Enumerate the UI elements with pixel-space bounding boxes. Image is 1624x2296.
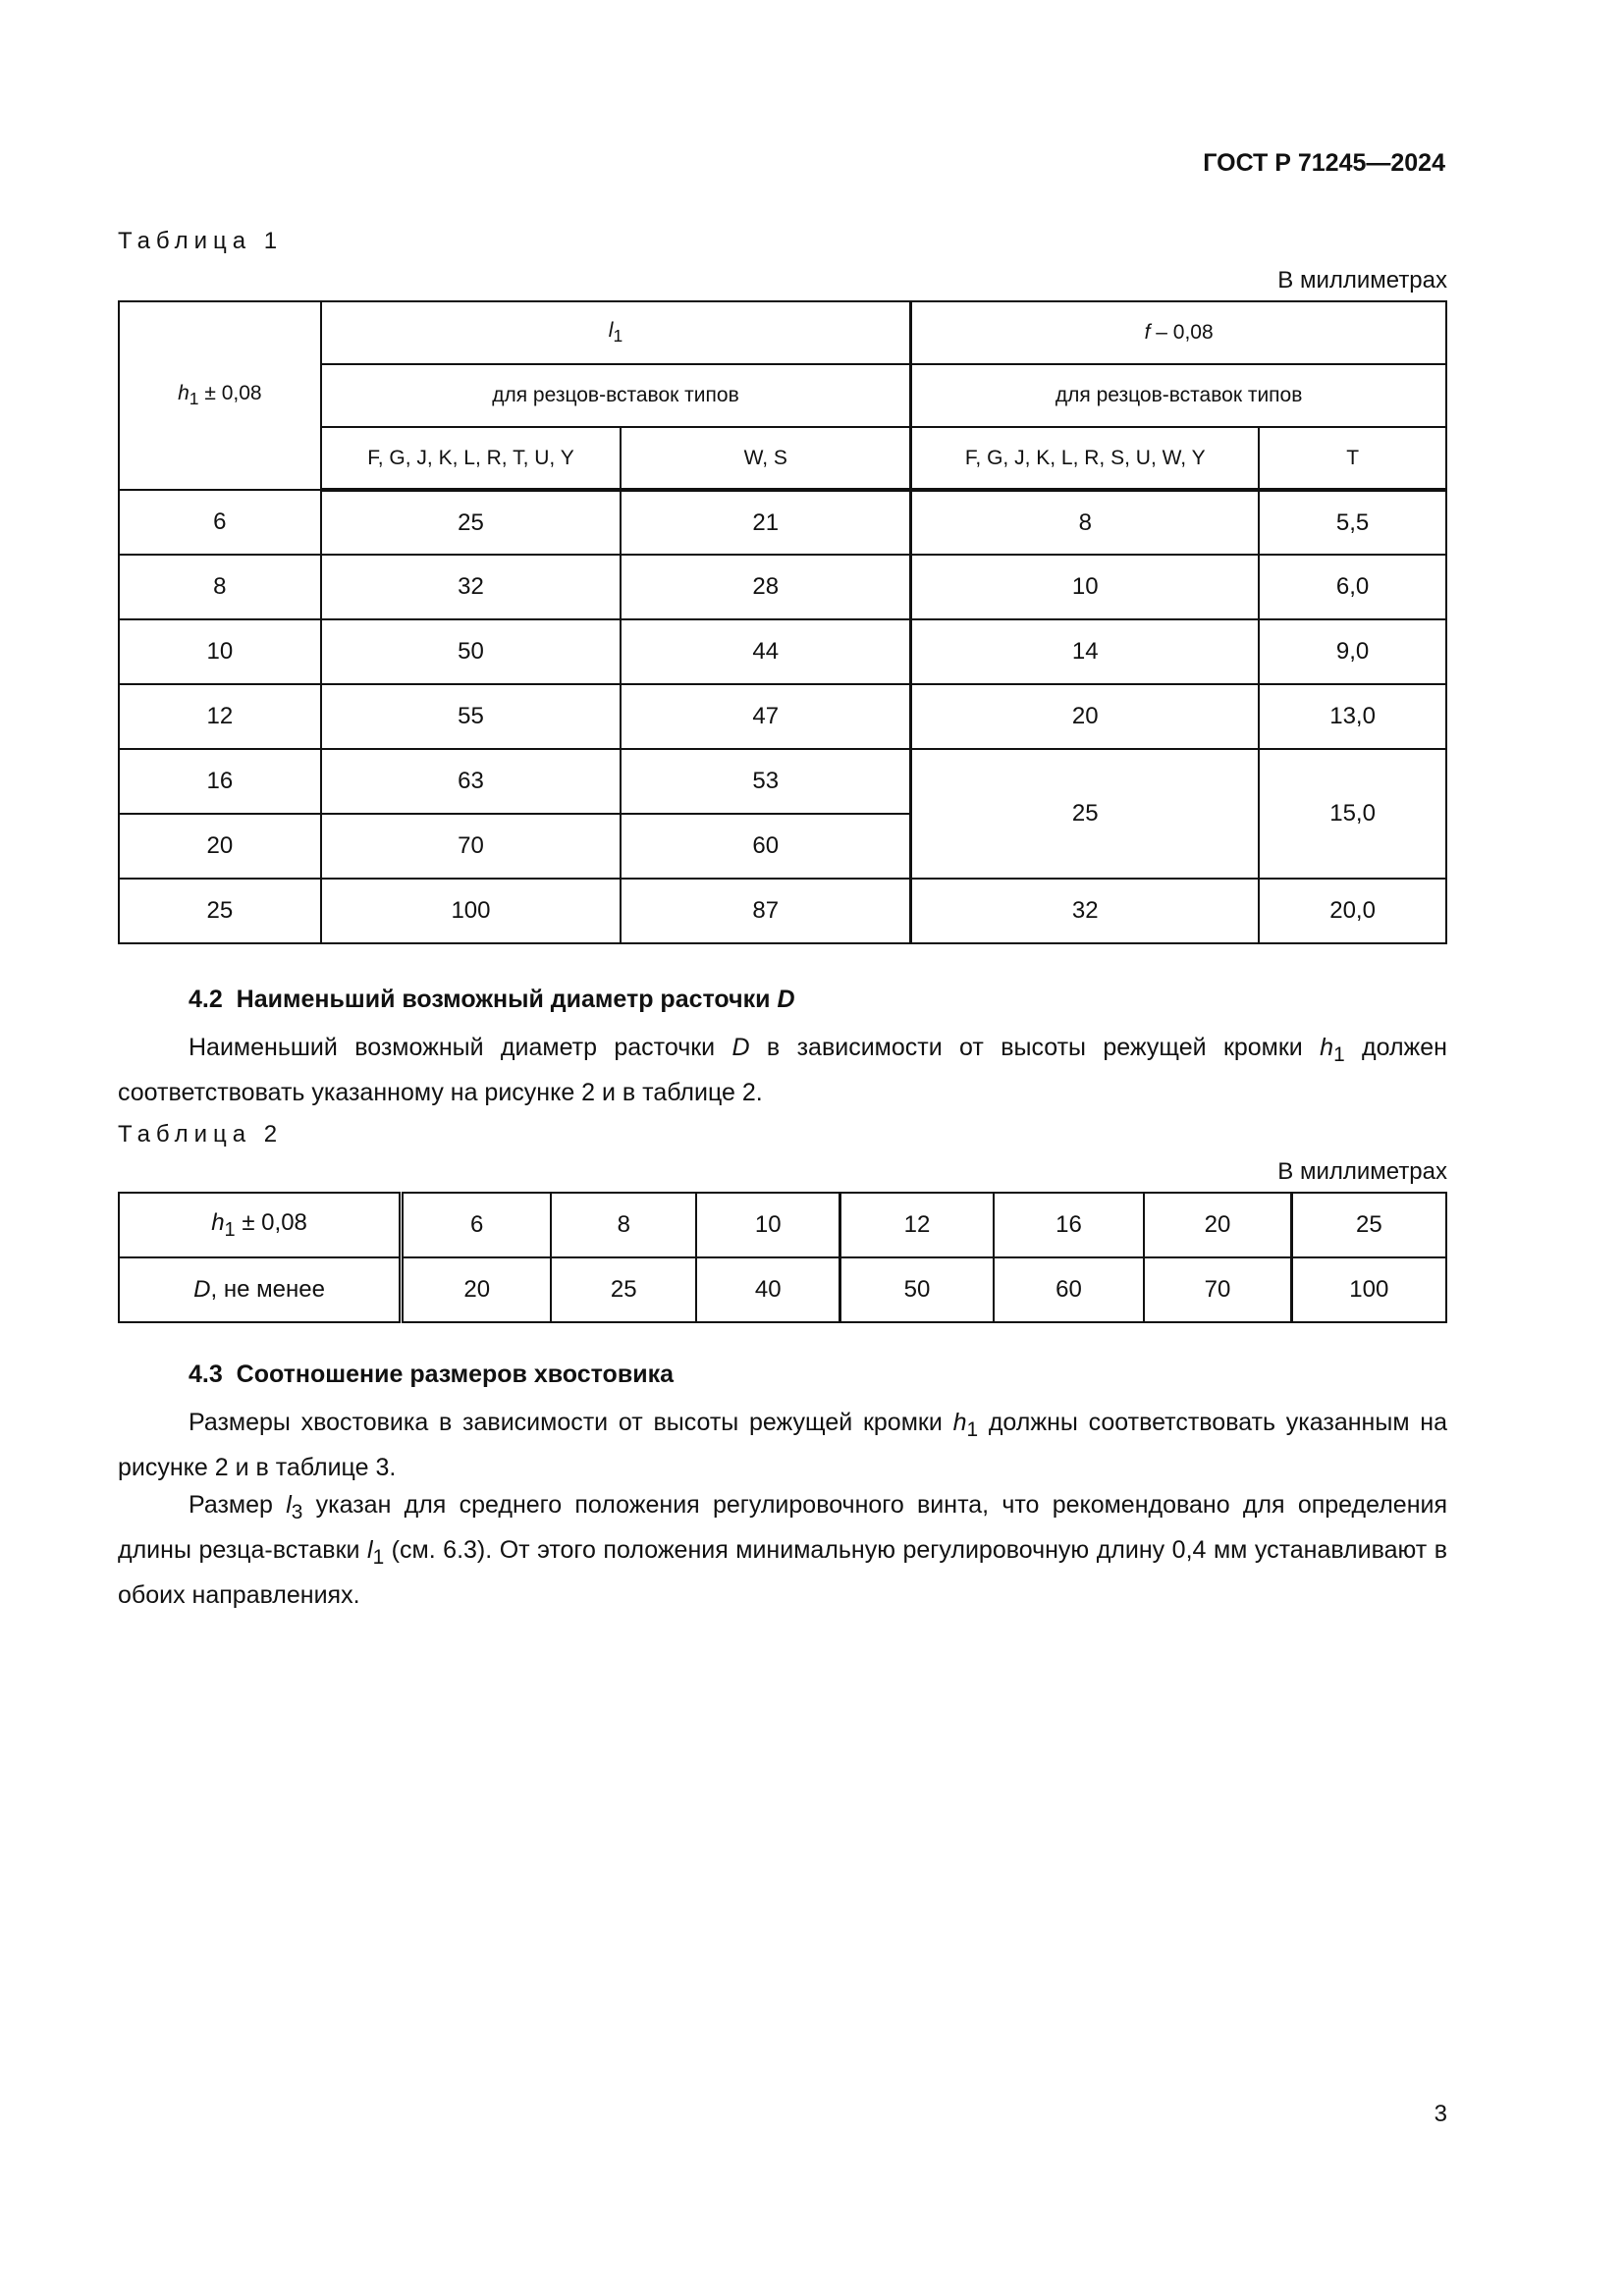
table-cell: 87 <box>621 879 911 943</box>
table-cell: 25 <box>119 879 321 943</box>
page-number: 3 <box>1434 2101 1447 2127</box>
header-f: f – 0,08 <box>911 301 1446 364</box>
table-cell: 16 <box>119 749 321 814</box>
table-cell: 44 <box>621 619 911 684</box>
table-cell: 20 <box>1144 1193 1291 1257</box>
type-header: W, S <box>621 427 911 490</box>
table-cell: 12 <box>119 684 321 749</box>
table-row <box>119 1257 1446 1322</box>
table-2 <box>118 1192 1447 1323</box>
table-cell: 50 <box>840 1257 994 1322</box>
table-cell: 9,0 <box>1259 619 1446 684</box>
table-cell: 20 <box>402 1257 552 1322</box>
table-cell: 14 <box>911 619 1259 684</box>
table1-caption: Таблица 1 <box>118 228 284 254</box>
table-cell: 25 <box>1291 1193 1446 1257</box>
table2-caption: Таблица 2 <box>118 1121 284 1148</box>
section-4-3-paragraph-1: Размеры хвостовика в зависимости от высоты режущей кромки $h_1$ должны соответствовать указанным на рисунке 2 и в таблице 3. <box>118 1409 1447 1481</box>
table-cell: 5,5 <box>1259 490 1446 555</box>
subheader-left: для резцов-вставок типов <box>321 364 911 427</box>
table-cell: 10 <box>696 1193 840 1257</box>
type-header: T <box>1259 427 1446 490</box>
table-cell: 100 <box>321 879 622 943</box>
table-cell: 70 <box>1144 1257 1291 1322</box>
table-cell: 8 <box>551 1193 696 1257</box>
subheader-right: для резцов-вставок типов <box>911 364 1446 427</box>
section-4-3-body <box>118 1404 1447 1614</box>
table-cell: 32 <box>911 879 1259 943</box>
header-l1: $l_1$ <box>321 301 911 364</box>
table-cell: 10 <box>911 555 1259 619</box>
section-4-2-paragraph: Наименьший возможный диаметр расточки D в зависимости от высоты режущей кромки $h_1$ должен соответствовать указанному на рисунке 2 и в таблице 2. <box>118 1034 1447 1106</box>
table-cell: 50 <box>321 619 622 684</box>
table-cell: 28 <box>621 555 911 619</box>
table-row <box>119 1193 1446 1257</box>
table-cell: 6,0 <box>1259 555 1446 619</box>
table-cell: 21 <box>621 490 911 555</box>
table-cell: 10 <box>119 619 321 684</box>
table-cell: 20 <box>119 814 321 879</box>
document-header-id: ГОСТ Р 71245—2024 <box>1203 149 1445 177</box>
table-cell: 20,0 <box>1259 879 1446 943</box>
table-row <box>119 684 1446 749</box>
table-cell: 25 <box>321 490 622 555</box>
table-cell: 25 <box>551 1257 696 1322</box>
table-row <box>119 555 1446 619</box>
table-cell: 12 <box>840 1193 994 1257</box>
header-h1: $h_1 \pm 0,08$ <box>119 301 321 490</box>
section-4-2-title: 4.2 Наименьший возможный диаметр расточки D <box>189 986 795 1013</box>
table-cell: 70 <box>321 814 622 879</box>
table-cell: 13,0 <box>1259 684 1446 749</box>
table-cell: 32 <box>321 555 622 619</box>
table-cell: 40 <box>696 1257 840 1322</box>
table1-units: В миллиметрах <box>1277 267 1447 294</box>
table-cell: 6 <box>119 490 321 555</box>
table-cell: 53 <box>621 749 911 814</box>
table-cell: 8 <box>119 555 321 619</box>
table-cell: 100 <box>1291 1257 1446 1322</box>
section-4-3-title: 4.3 Соотношение размеров хвостовика <box>189 1361 674 1388</box>
table-row <box>119 490 1446 555</box>
table-cell: 20 <box>911 684 1259 749</box>
table-cell: 60 <box>621 814 911 879</box>
table-cell: 47 <box>621 684 911 749</box>
row-label-h1: $h_1 \pm 0,08$ <box>119 1193 402 1257</box>
table-cell-merged: 25 <box>911 749 1259 879</box>
table-cell: 16 <box>994 1193 1145 1257</box>
row-label-d: D, не менее <box>119 1257 402 1322</box>
table-cell: 60 <box>994 1257 1145 1322</box>
table-cell: 63 <box>321 749 622 814</box>
table-row <box>119 749 1446 814</box>
table-cell-merged: 15,0 <box>1259 749 1446 879</box>
table-row <box>119 879 1446 943</box>
table-row <box>119 619 1446 684</box>
type-header: F, G, J, K, L, R, T, U, Y <box>321 427 622 490</box>
table-cell: 55 <box>321 684 622 749</box>
table-1 <box>118 300 1447 944</box>
table-cell: 8 <box>911 490 1259 555</box>
table2-units: В миллиметрах <box>1277 1158 1447 1185</box>
section-4-3-paragraph-2: Размер $l_3$ указан для среднего положения регулировочного винта, что рекомендовано для определения длины резца-вставки $l_1$ (см. 6.3). От этого положения минимальную регулировочную длину 0,4 мм устанавливают в обоих направлениях. <box>118 1491 1448 1609</box>
type-header: F, G, J, K, L, R, S, U, W, Y <box>911 427 1259 490</box>
table-cell: 6 <box>402 1193 552 1257</box>
